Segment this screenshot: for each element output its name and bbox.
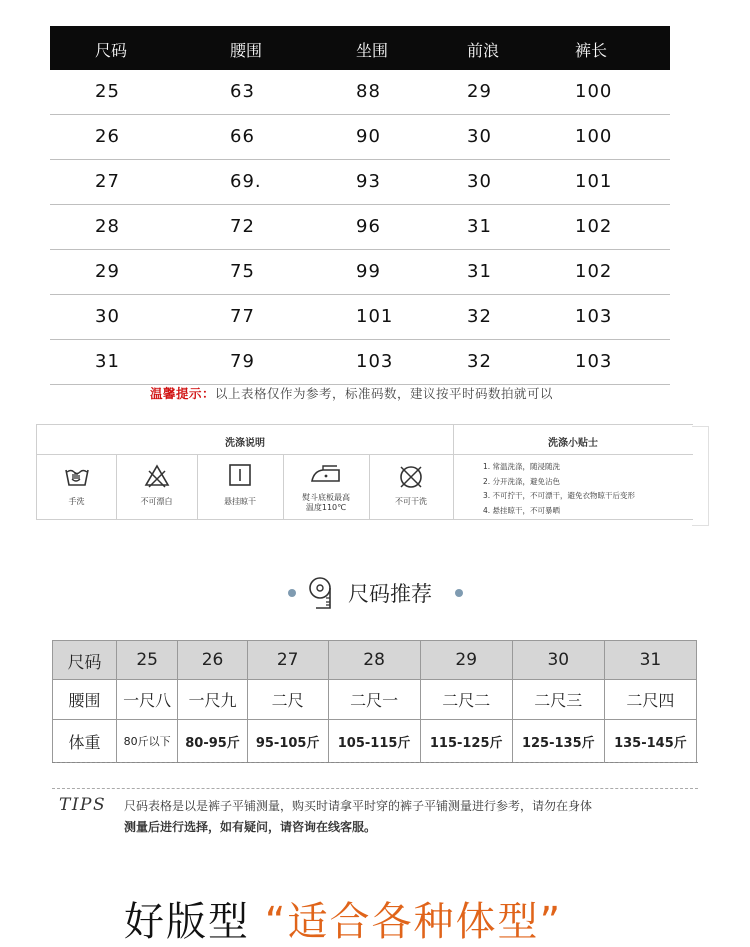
cell-length: 100 xyxy=(575,81,613,102)
cell-length: 103 xyxy=(575,306,613,327)
recommend-table xyxy=(52,640,697,763)
header-rise: 前浪 xyxy=(467,41,500,60)
no-bleach-icon xyxy=(144,463,170,489)
recommend-cell-weight: 105-115斤 xyxy=(328,720,420,763)
cell-rise: 32 xyxy=(467,351,492,372)
wash-header xyxy=(37,425,693,455)
hand-wash-icon xyxy=(64,463,90,489)
wash-symbol-no-bleach xyxy=(116,455,198,519)
measuring-tape-icon xyxy=(308,576,334,610)
recommend-cell-waist: 二尺四 xyxy=(604,680,696,720)
hand-wash-label: 手洗 xyxy=(68,497,85,506)
wash-divider xyxy=(453,425,454,519)
header-length: 裤长 xyxy=(575,41,608,60)
cell-hip: 88 xyxy=(356,81,381,102)
no-dry-clean-icon xyxy=(397,463,425,491)
recommend-cell-sizes: 27 xyxy=(247,641,328,680)
iron-label-line1: 熨斗底板最高 xyxy=(302,493,350,502)
wash-symbol-iron xyxy=(283,455,370,519)
recommend-cell-sizes: 29 xyxy=(420,641,512,680)
recommend-cell-weight: 95-105斤 xyxy=(247,720,328,763)
tips-divider xyxy=(52,788,698,789)
warm-tip-text: 以上表格仅作为参考，标准码数，建议按平时码数拍就可以 xyxy=(215,386,554,401)
cell-waist: 77 xyxy=(230,306,255,327)
slogan-part-1: 好版型 xyxy=(124,899,250,945)
cell-rise: 31 xyxy=(467,216,492,237)
iron-label xyxy=(283,493,369,513)
tips-line-1: 尺码表格是以是裤子平铺测量，购买时请拿平时穿的裤子平铺测量进行参考，请勿在身体 xyxy=(124,799,593,813)
cell-hip: 103 xyxy=(356,351,394,372)
cell-rise: 30 xyxy=(467,171,492,192)
wash-instructions xyxy=(36,424,693,520)
hang-dry-icon xyxy=(228,463,252,487)
recommend-label-size: 尺码 xyxy=(53,641,117,680)
cell-waist: 72 xyxy=(230,216,255,237)
recommend-cell-waist: 二尺 xyxy=(247,680,328,720)
heading-dot-right xyxy=(455,589,463,597)
recommend-cell-sizes: 25 xyxy=(117,641,178,680)
recommend-cell-weight: 80-95斤 xyxy=(178,720,247,763)
cell-waist: 63 xyxy=(230,81,255,102)
header-hip: 坐围 xyxy=(356,41,389,60)
recommend-cell-waist: 二尺二 xyxy=(420,680,512,720)
slogan-part-2: “适合各种体型” xyxy=(264,899,563,945)
heading-dot-left xyxy=(288,589,296,597)
cell-size: 29 xyxy=(95,261,120,282)
table-row xyxy=(50,160,670,205)
recommend-cell-sizes: 26 xyxy=(178,641,247,680)
cell-waist: 66 xyxy=(230,126,255,147)
cell-size: 28 xyxy=(95,216,120,237)
cell-rise: 32 xyxy=(467,306,492,327)
side-frame xyxy=(692,426,709,526)
no-dry-clean-label: 不可干洗 xyxy=(395,497,427,506)
warm-tip xyxy=(150,384,553,402)
cell-length: 100 xyxy=(575,126,613,147)
warm-tip-label: 温馨提示： xyxy=(150,386,216,401)
size-table xyxy=(50,26,670,385)
hang-dry-label: 悬挂晾干 xyxy=(224,497,256,506)
table-row xyxy=(50,205,670,250)
recommend-cell-weight: 135-145斤 xyxy=(604,720,696,763)
table-row xyxy=(50,250,670,295)
recommend-cell-waist: 一尺九 xyxy=(178,680,247,720)
size-table-header xyxy=(50,26,670,70)
table-row xyxy=(50,115,670,160)
cell-rise: 29 xyxy=(467,81,492,102)
wash-tip-2: 2. 分开洗涤，避免沾色 xyxy=(483,476,561,486)
wash-symbol-hang-dry xyxy=(197,455,284,519)
recommend-label-weight: 体重 xyxy=(53,720,117,763)
wash-tips-title: 洗涤小贴士 xyxy=(548,438,598,449)
cell-hip: 90 xyxy=(356,126,381,147)
table-row xyxy=(50,70,670,115)
wash-symbol-hand xyxy=(37,455,117,519)
cell-rise: 30 xyxy=(467,126,492,147)
cell-size: 27 xyxy=(95,171,120,192)
cell-length: 101 xyxy=(575,171,613,192)
recommend-label-waist: 腰围 xyxy=(53,680,117,720)
divider-line xyxy=(52,762,698,763)
recommend-cell-weight: 125-135斤 xyxy=(512,720,604,763)
cell-hip: 101 xyxy=(356,306,394,327)
tips-text xyxy=(124,796,684,838)
cell-hip: 93 xyxy=(356,171,381,192)
recommend-cell-weight: 80斤以下 xyxy=(117,720,178,763)
recommend-title: 尺码推荐 xyxy=(348,582,432,606)
cell-size: 31 xyxy=(95,351,120,372)
recommend-row-size xyxy=(53,641,697,680)
cell-length: 102 xyxy=(575,261,613,282)
header-waist: 腰围 xyxy=(230,41,263,60)
cell-size: 26 xyxy=(95,126,120,147)
cell-size: 30 xyxy=(95,306,120,327)
cell-length: 102 xyxy=(575,216,613,237)
tips-line-2: 测量后进行选择，如有疑问，请咨询在线客服。 xyxy=(124,820,377,834)
cell-hip: 99 xyxy=(356,261,381,282)
iron-icon xyxy=(309,463,343,485)
cell-length: 103 xyxy=(575,351,613,372)
recommend-cell-waist: 二尺三 xyxy=(512,680,604,720)
tips-label: TIPS xyxy=(59,795,107,815)
wash-tips-list xyxy=(483,460,635,518)
recommend-row-weight xyxy=(53,720,697,763)
recommend-cell-waist: 二尺一 xyxy=(328,680,420,720)
recommend-cell-sizes: 28 xyxy=(328,641,420,680)
wash-tip-1: 1. 常温洗涤，随浸随洗 xyxy=(483,462,561,471)
recommend-cell-waist: 一尺八 xyxy=(117,680,178,720)
wash-tip-4: 4. 悬挂晾干，不可暴晒 xyxy=(483,505,561,515)
recommend-cell-weight: 115-125斤 xyxy=(420,720,512,763)
wash-tip-3: 3. 不可拧干，不可漂干，避免衣物晾干后变形 xyxy=(483,491,636,500)
wash-symbol-no-dry-clean xyxy=(369,455,453,519)
recommend-cell-sizes: 31 xyxy=(604,641,696,680)
cell-hip: 96 xyxy=(356,216,381,237)
table-row xyxy=(50,340,670,385)
no-bleach-label: 不可漂白 xyxy=(140,497,173,506)
recommend-row-waist xyxy=(53,680,697,720)
cell-waist: 79 xyxy=(230,351,255,372)
cell-size: 25 xyxy=(95,81,120,102)
cell-rise: 31 xyxy=(467,261,492,282)
size-table-body xyxy=(50,70,670,385)
wash-title: 洗涤说明 xyxy=(225,438,265,449)
recommend-cell-sizes: 30 xyxy=(512,641,604,680)
table-row xyxy=(50,295,670,340)
cell-waist: 75 xyxy=(230,261,255,282)
header-size: 尺码 xyxy=(95,41,128,60)
slogan xyxy=(124,890,562,947)
cell-waist: 69. xyxy=(230,171,262,192)
iron-label-line2: 温度110℃ xyxy=(305,503,347,512)
